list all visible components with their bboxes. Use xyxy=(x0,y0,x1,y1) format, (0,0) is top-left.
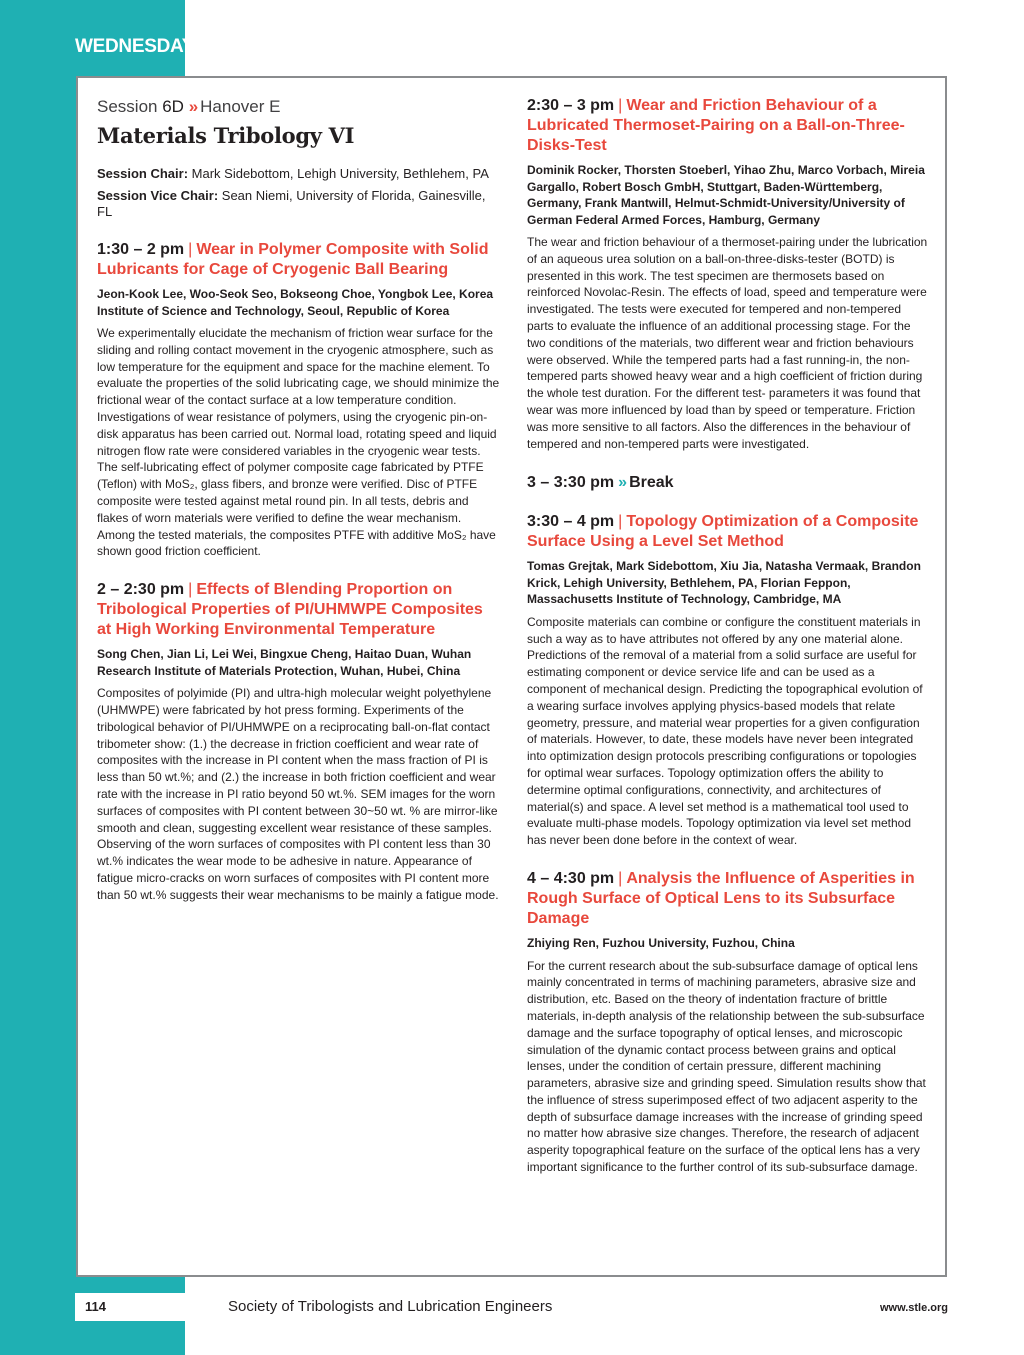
session-room: Hanover E xyxy=(200,97,281,116)
session-chair-value: Mark Sidebottom, Lehigh University, Bethlehem, PA xyxy=(191,166,489,181)
talk-authors: Dominik Rocker, Thorsten Stoeberl, Yihao Zhu, Marco Vorbach, Mireia Gargallo, Robert Bosch GmbH, Stuttgart, Baden-Württemberg, Germany, Frank Mantwill, Helmut-Schmidt-University/University of German Federal Armed Forces, Hamburg, Germany xyxy=(527,163,925,227)
talk-time: 2:30 – 3 pm xyxy=(527,97,615,114)
break-time: 3 – 3:30 pm xyxy=(527,474,615,492)
talk-time: 1:30 – 2 pm xyxy=(97,241,185,258)
talk-title: Analysis the Influence of Asperities in Rough Surface of Optical Lens to its Subsurface Damage xyxy=(527,870,915,928)
session-vice-chair-label: Session Vice Chair: xyxy=(97,188,219,203)
talk-separator: | xyxy=(618,513,623,531)
talk-abstract: We experimentally elucidate the mechanism of friction wear surface for the sliding and rolling contact movement in the cryogenic atmosphere, such as low temperature for the equipment and space for the machine element. To evaluate the properties of the solid lubricating cage, we should minimize the frictional wear of the contact surface at a low temperature condition. Investigations of wear resistance of polymers, using the cryogenic pin-on-disk apparatus has been carried out. Normal load, rotating speed and liquid nitrogen flow rate were considered variables in the cryogenic wear tests. The self-lubricating effect of polymer composite cage fabricated by PTFE (Teflon) with MoS₂, glass fibers, and bronze were verified. Disc of PTFE composite were tested against metal round pin. In all tests, debris and flakes of worn materials were verified to define the wear mechanism. Among the tested materials, the composites PTFE with additive MoS₂ have shown good friction coefficient. xyxy=(97,326,500,559)
session-chair-label: Session Chair: xyxy=(97,166,189,181)
talk-3 xyxy=(527,96,930,452)
page-number: 114 xyxy=(75,1293,185,1321)
talk-separator: | xyxy=(188,581,193,599)
talk-title: Effects of Blending Proportion on Tribological Properties of PI/UHMWPE Composites at High Working Environmental Temperature xyxy=(97,581,483,639)
talk-heading xyxy=(527,512,930,552)
talk-abstract: Composites of polyimide (PI) and ultra-high molecular weight polyethylene (UHMWPE) were fabricated by hot press forming. Experiments of the tribological behavior of PI/UHMWPE on a reciprocating ball-on-flat contact tribometer show: (1.) the decrease in friction coefficient and wear rate of composites with the increase in PI content when the mass fraction of PI is less than 50 wt.%; and (2.) the increase in both friction coefficient and wear rate with the increase in PI ratio beyond 50 wt.%. SEM images for the worn surfaces of composites with PI content between 30~50 wt. % are mirror-like smooth and clean, suggesting excellent wear resistance of these samples. Observing of the worn surfaces of composites with PI content less than 30 wt.% indicates the wear mode to be adhesive in nature. Appearance of fatigue micro-cracks on worn surfaces of composites with PI content more than 50 wt.% suggests their wear mechanisms to be mainly a fatigue mode. xyxy=(97,686,499,902)
session-prefix: Session xyxy=(97,97,158,116)
day-label: WEDNESDAY xyxy=(75,36,195,57)
talk-title: Topology Optimization of a Composite Surface Using a Level Set Method xyxy=(527,513,919,551)
session-chair xyxy=(97,166,500,182)
left-column xyxy=(97,97,500,904)
talk-title: Wear in Polymer Composite with Solid Lubricants for Cage of Cryogenic Ball Bearing xyxy=(97,241,489,278)
session-content-box xyxy=(76,76,947,1277)
break-line xyxy=(527,474,930,492)
talk-time: 4 – 4:30 pm xyxy=(527,870,615,888)
break-label: Break xyxy=(629,474,674,492)
talk-abstract: The wear and friction behaviour of a thermoset-pairing under the lubrication of an aqueous urea solution on a ball-on-three-disks-tester (BOTD) is presented in this work. The test specimen are thermosets based on reinforced Novolac-Resin. The effects of load, speed and temperature were investigated. The tests were executed for tempered and non-tempered parts to evaluate the influence of an additional processing stage. For the two conditions of the materials, two different wear and friction behaviours were observed. While the tempered parts had a fast running-in, the non-tempered parts showed heavy wear and a high coefficient of friction during the whole test duration. For the different test- parameters it was found that wear was more influenced by load than by speed or temperature. Friction was more sensitive to all factors. Also the differences in the behaviour of tempered and non-tempered parts were investigated. xyxy=(527,235,928,451)
talk-separator: | xyxy=(618,97,623,114)
talk-separator: | xyxy=(618,870,623,888)
talk-authors: Jeon-Kook Lee, Woo-Seok Seo, Bokseong Choe, Yongbok Lee, Korea Institute of Science and Technology, Seoul, Republic of Korea xyxy=(97,287,494,318)
talk-title: Wear and Friction Behaviour of a Lubricated Thermoset-Pairing on a Ball-on-Three-Disks-Test xyxy=(527,97,905,154)
break-arrows-icon: » xyxy=(618,474,626,492)
talk-authors: Zhiying Ren, Fuzhou University, Fuzhou, China xyxy=(527,936,795,951)
talk-heading xyxy=(97,240,500,280)
footer-url[interactable]: www.stle.org xyxy=(879,1302,948,1314)
talk-heading xyxy=(97,580,500,640)
talk-abstract: Composite materials can combine or configure the constituent materials in such a way as to have attributes not offered by any one material alone. Predictions of the removal of a material from a solid surface are useful for estimating component or device service life and can be used as a component of mechanical design. Predicting the topographical evolution of a wearing surface involves applying physics-based models that relate geometry, pressure, and material wear properties for a given configuration of materials. However, to date, these models have never been integrated into optimization design protocols prescribing configurations or topologies for optimal wear surfaces. Topology optimization offers the ability to determine optimal configurations, connectivity, and architectures of material(s) and space. A level set method is a mathematical tool used to evaluate multi-phase models. Topology optimization via level set method has never been done before in the context of wear. xyxy=(527,614,923,848)
talk-time: 3:30 – 4 pm xyxy=(527,513,615,531)
session-vice-chair-value: Sean Niemi, University of Florida, Gainesville, FL xyxy=(97,188,486,219)
talk-1 xyxy=(97,240,500,560)
session-line xyxy=(97,97,500,117)
talk-4 xyxy=(527,512,930,849)
talk-authors: Song Chen, Jian Li, Lei Wei, Bingxue Cheng, Haitao Duan, Wuhan Research Institute of Materials Protection, Wuhan, Hubei, China xyxy=(97,647,472,678)
session-title: Materials Tribology VI xyxy=(97,123,355,148)
talk-heading xyxy=(527,869,930,929)
footer-organization: Society of Tribologists and Lubrication Engineers xyxy=(228,1298,553,1315)
talk-abstract: For the current research about the sub-subsurface damage of optical lens mainly concentrated in terms of machining parameters, abrasive size and distribution, etc. Based on the theory of indentation fracture of brittle materials, in-depth analysis of the relationship between the sub-subsurface damage and the surface topography of optical lenses, and microscopic simulation of the dynamic contact process between grains and optical lenses, under the condition of certain pressure, different machining parameters, abrasive size and grinding speed. Simulation results show that the influence of stress superimposed effect of two adjacent asperity to the depth of subsurface damage increases with the increase of grinding speed no matter how abrasive size changes. Therefore, the research of adjacent asperity topographical feature on the surface of the optical lens has a very important significance to the further control of its sub-subsurface damage. xyxy=(527,958,926,1175)
talk-5 xyxy=(527,869,930,1176)
session-arrows-icon: » xyxy=(188,97,197,116)
talk-authors: Tomas Grejtak, Mark Sidebottom, Xiu Jia, Natasha Vermaak, Brandon Krick, Lehigh University, Bethlehem, PA, Florian Feppon, Massachusetts Institute of Technology, Cambridge, MA xyxy=(527,559,921,607)
talk-heading xyxy=(527,96,930,156)
talk-time: 2 – 2:30 pm xyxy=(97,581,185,599)
session-vice-chair xyxy=(97,188,500,220)
talk-2 xyxy=(97,580,500,903)
session-code: 6D xyxy=(162,97,184,116)
right-column xyxy=(527,96,930,1176)
talk-separator: | xyxy=(188,241,193,258)
